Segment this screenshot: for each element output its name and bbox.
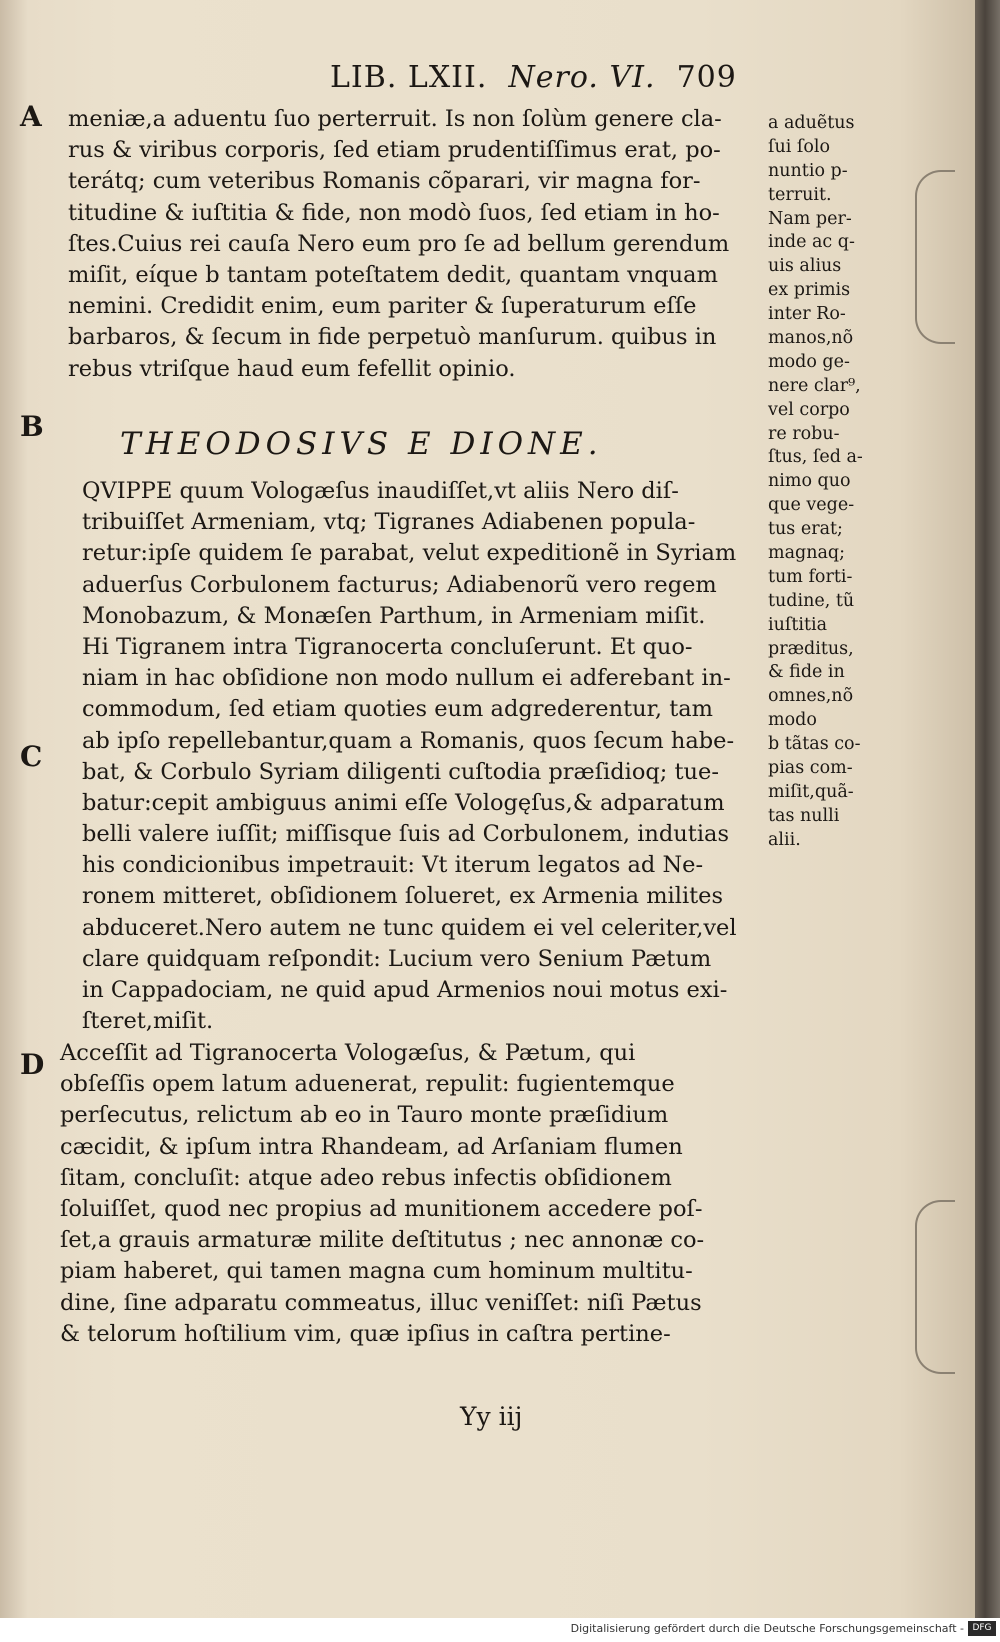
header-section: Nero. VI. [508, 60, 656, 95]
text-line: titudine & iuſtitia & fide, non modò ſuos, ſed etiam in ho- [68, 199, 720, 226]
text-line: nemini. Credidit enim, eum pariter & ſuperaturum eſſe [68, 293, 697, 320]
text-line: piam haberet, qui tamen magna cum hominum multitu- [60, 1258, 693, 1285]
margin-note-line: tas nulli [768, 805, 840, 826]
text-line: QVIPPE quum Vologæſus inaudiſſet,vt aliis Nero diſ- [82, 478, 679, 504]
text-line: dine, ſine adparatu commeatus, illuc veniſſet: niſi Pætus [60, 1289, 702, 1316]
margin-note-line: a aduẽtus [768, 113, 855, 133]
page-tab-mark-bottom [915, 1200, 955, 1374]
margin-note-line: tus erat; [768, 519, 843, 540]
text-line: meniæ,a aduentu ſuo perterruit. Is non ſolùm genere cla- [68, 106, 722, 132]
text-line: ſoluiſſet, quod nec propius ad munitionem accedere poſ- [60, 1195, 703, 1222]
text-line: obſeſſis opem latum aduenerat, repulit: fugientemque [60, 1071, 675, 1098]
text-line: barbaros, & ſecum in fide perpetuò manſurum. quibus in [68, 324, 717, 351]
margin-note-line: terruit. [768, 184, 832, 205]
margin-note-line: modo [768, 710, 817, 731]
margin-note-line: uis alius [768, 256, 842, 277]
margin-note-line: præditus, [768, 638, 854, 659]
section-heading: THEODOSIVS E DIONE. [120, 426, 603, 462]
text-line: his condicionibus impetrauit: Vt iterum legatos ad Ne- [82, 852, 704, 879]
text-line: ronem mitteret, obſidionem ſolueret, ex Armenia milites [82, 883, 724, 910]
text-line: terátq; cum veteribus Romanis cõparari, vir magna for- [68, 168, 701, 195]
text-line: ſtes.Cuius rei cauſa Nero eum pro ſe ad bellum gerendum [68, 230, 730, 257]
text-line: Acceſſit ad Tigranocerta Vologæſus, & Pætum, qui [60, 1040, 636, 1066]
text-line: bat, & Corbulo Syriam diligenti cuſtodia præſidioq; tue- [82, 758, 719, 785]
margin-note-line: que vege- [768, 495, 855, 516]
margin-note-line: alii. [768, 829, 801, 850]
text-line: rebus vtriſque haud eum fefellit opinio. [68, 355, 516, 382]
text-line: clare quidquam reſpondit: Lucium vero Senium Pætum [82, 945, 712, 972]
text-block-3 [60, 1038, 750, 1350]
margin-note-line: ex primis [768, 280, 851, 301]
margin-note-line: tudine, tũ [768, 590, 855, 611]
dfg-logo: DFG [968, 1621, 996, 1636]
text-line: ab ipſo repellebantur,quam a Romanis, quos ſecum habe- [82, 727, 735, 754]
margin-note-line: inter Ro- [768, 304, 846, 325]
marginal-notes [768, 112, 888, 853]
text-line: Hi Tigranem intra Tigranocerta concluſerunt. Et quo- [82, 633, 693, 660]
margin-note-line: inde ac q- [768, 232, 855, 253]
text-line: tribuiſſet Armeniam, vtq; Tigranes Adiabenen popula- [82, 509, 696, 536]
signature-mark: Yy iij [460, 1402, 523, 1431]
text-line: perſecutus, relictum ab eo in Tauro monte præſidium [60, 1102, 669, 1129]
margin-note-line: manos,nõ [768, 328, 854, 349]
margin-note-line: iuſtitia [768, 614, 828, 635]
text-line: retur:ipſe quidem ſe parabat, velut expeditionẽ in Syriam [82, 540, 737, 567]
text-line: belli valere iuſſit; miſſisque ſuis ad Corbulonem, indutias [82, 821, 729, 848]
text-block-1 [68, 104, 758, 385]
text-line: commodum, ſed etiam quoties eum adgrederentur, tam [82, 696, 714, 723]
text-line: in Cappadociam, ne quid apud Armenios noui motus exi- [82, 977, 728, 1003]
text-block-2 [82, 476, 772, 1037]
text-line: batur:cepit ambiguus animi eſſe Vologęſus,& adparatum [82, 789, 725, 816]
text-line: cæcidit, & ipſum intra Rhandeam, ad Arſaniam flumen [60, 1133, 683, 1160]
margin-note-line: ſui ſolo [768, 136, 831, 157]
footer-credit: Digitalisierung gefördert durch die Deutsche Forschungsgemeinschaft - [570, 1622, 964, 1635]
margin-note-line: Nam per- [768, 208, 852, 229]
text-line: niam in hac obſidione non modo nullum ei adferebant in- [82, 665, 731, 692]
text-line: ſteret,miſit. [82, 1008, 214, 1035]
margin-note-line: tum forti- [768, 566, 853, 587]
margin-letter-b: B [20, 410, 44, 443]
margin-letter-a: A [20, 100, 42, 133]
footer-bar [0, 1618, 1000, 1642]
margin-note-line: omnes,nõ [768, 686, 854, 707]
margin-note-line: pias com- [768, 758, 853, 779]
page-tab-mark-top [915, 170, 955, 344]
text-line: abduceret.Nero autem ne tunc quidem ei vel celeriter,vel [82, 914, 737, 941]
margin-note-line: & fide in [768, 662, 845, 683]
page-number: 709 [676, 60, 737, 95]
text-line: miſit, eíque b tantam poteſtatem dedit, quantam vnquam [68, 261, 718, 288]
text-line: ſet,a grauis armaturæ milite deſtitutus ; nec annonæ co- [60, 1227, 705, 1254]
margin-note-line: magnaq; [768, 543, 846, 564]
text-line: ſitam, concluſit: atque adeo rebus infectis obſidionem [60, 1164, 672, 1191]
margin-letter-d: D [20, 1048, 45, 1081]
header-book-number: LIB. LXII. [330, 60, 488, 95]
margin-note-line: modo ge- [768, 351, 850, 372]
margin-note-line: vel corpo [768, 399, 850, 420]
margin-note-line: nere clar⁹, [768, 375, 861, 396]
text-line: & telorum hoſtilium vim, quæ ipſius in caſtra pertine- [60, 1320, 671, 1347]
margin-note-line: nimo quo [768, 471, 851, 492]
margin-note-line: ſtus, ſed a- [768, 447, 863, 468]
margin-letter-c: C [20, 740, 43, 773]
margin-note-line: re robu- [768, 423, 840, 444]
running-header [330, 60, 737, 95]
margin-note-line: miſit,quã- [768, 781, 854, 802]
text-line: Monobazum, & Monæſen Parthum, in Armeniam miſit. [82, 602, 706, 629]
book-edge [975, 0, 1000, 1636]
margin-note-line: b tãtas co- [768, 734, 861, 755]
text-line: aduerſus Corbulonem facturus; Adiabenorũ vero regem [82, 571, 717, 598]
text-line: rus & viribus corporis, ſed etiam prudentiſſimus erat, po- [68, 137, 721, 164]
margin-note-line: nuntio p- [768, 160, 848, 181]
